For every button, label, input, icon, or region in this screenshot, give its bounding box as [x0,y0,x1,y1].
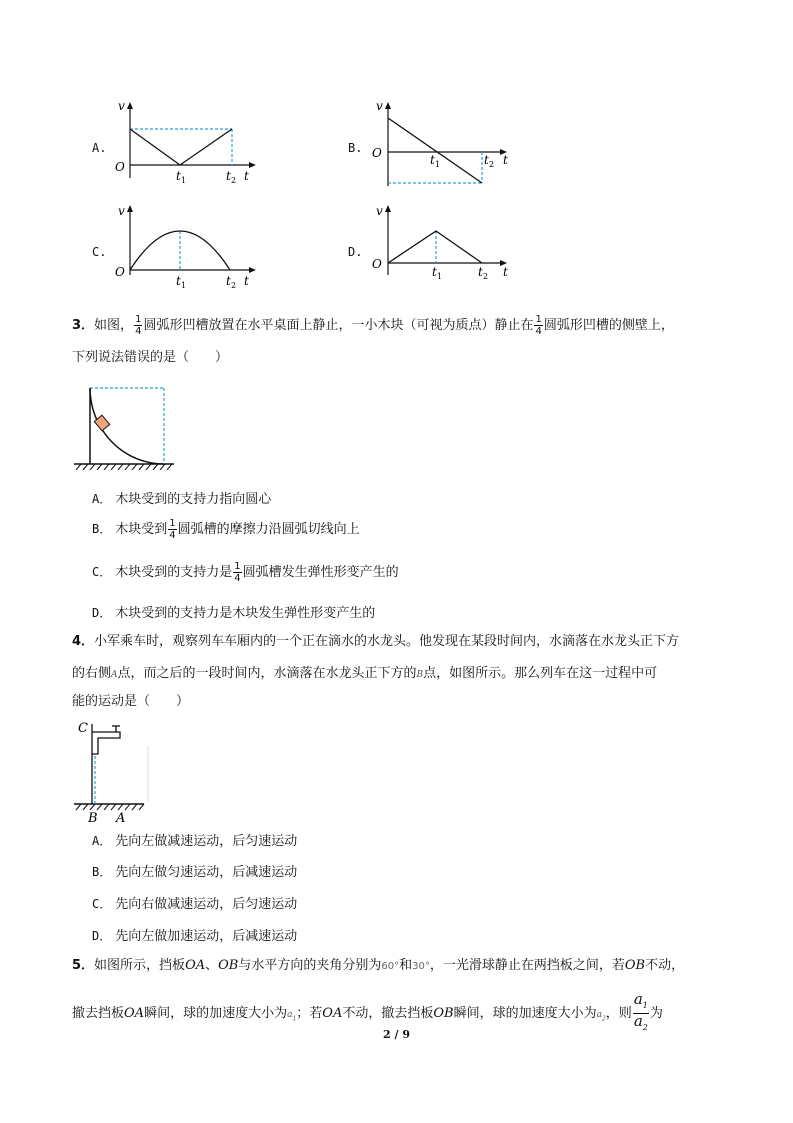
q3-option-c-frac [233,561,241,584]
q4-floor-hatch [76,804,144,810]
q4-option-b-text: 先向左做匀速运动，后减速运动 [115,865,298,880]
q3-figure [72,384,178,470]
q4-option-a-text: 先向左做减速运动，后匀速运动 [115,834,298,849]
graph-d-t-label: t [503,265,508,279]
graph-b-t1-sub: 1 [435,160,441,169]
q5-sep: 、 [205,958,219,973]
graph-c-t1-sub: 1 [181,281,187,290]
q5-oa-2: OA [124,1006,145,1021]
graph-a-label: A. [92,141,107,155]
q5-line2-b: 瞬间，球的加速度大小为 [144,1006,288,1021]
q4-option-b-label: B． [92,865,112,879]
graph-a-t-arrow [249,162,256,168]
q3-option-b-text-b: 圆弧槽的摩擦力沿圆弧切线向上 [177,522,360,537]
q3-option-a-label: A． [92,492,112,506]
graph-a-t1: t [176,169,181,183]
graph-d-v-arrow [385,205,391,212]
q5-frac-num: a [633,990,643,1008]
q3-option-d-text: 木块受到的支持力是木块发生弹性形变产生的 [115,606,376,621]
q5-line2-e: 瞬间，球的加速度大小为 [453,1006,597,1021]
graph-a-t-label: t [244,169,249,183]
q5-a2-sub: 2 [601,1015,606,1023]
graph-d-t1: t [432,265,437,279]
q3-block [94,415,109,431]
q5-a2: a [596,1010,602,1020]
q5-line2-g: 为 [649,1006,663,1021]
q4-option-c-text: 先向右做减速运动，后匀速运动 [115,897,298,912]
q4-line1-text: 小军乘车时，观察列车车厢内的一个正在滴水的水龙头。他发现在某段时间内，水滴落在水龙头正下方 [94,634,680,649]
q4-number: 4． [72,634,95,649]
graph-b-curve [388,118,482,183]
q5-deg30: 30° [412,961,430,972]
q5-number: 5． [72,958,95,973]
q5-ob-3: OB [433,1006,454,1021]
q3-number: 3． [72,318,95,333]
q4-label-b: B [88,811,98,826]
q5-line2-d: 不动，撤去挡板 [342,1006,434,1021]
graph-b-t-label: t [503,153,508,167]
graph-c [112,203,262,293]
graph-a-t2-sub: 2 [231,176,237,185]
q3-option-b-frac-num: 1 [169,518,176,529]
graph-c-t-arrow [249,267,256,273]
graph-a-v-arrow [127,102,133,109]
q5-ob: OB [218,958,239,973]
q3-option-c-frac-den: 4 [234,573,241,584]
q3-option-d[interactable] [92,602,375,621]
q3-option-c-frac-num: 1 [234,561,241,572]
graph-c-origin: O [115,265,125,279]
q4-line2 [72,664,657,685]
q5-line1-c: ，一光滑球静止在两挡板之间，若 [429,958,625,973]
q4-option-c[interactable] [92,893,297,912]
graph-a-v-label: v [118,99,125,113]
q3-option-c[interactable] [92,561,399,584]
q5-a1-sub: 1 [292,1015,297,1023]
graph-d [368,203,518,293]
q3-option-b[interactable] [92,518,360,541]
graph-d-t1-sub: 1 [437,272,443,281]
graph-d-origin: O [372,257,382,271]
q5-line1-b: 与水平方向的夹角分别为 [238,958,382,973]
q3-option-b-frac [168,518,176,541]
q3-fraction-2 [534,314,542,337]
graph-c-v-label: v [118,204,125,218]
q5-and: 和 [399,958,413,973]
q3-option-b-text-a: 木块受到 [115,522,168,537]
q5-frac-den: a [633,1012,643,1030]
q3-option-a[interactable] [92,488,271,507]
q3-option-b-frac-den: 4 [169,530,176,541]
q5-line1-d: 不动， [645,958,685,973]
q4-option-a[interactable] [92,830,297,849]
q3-frac-num: 1 [135,314,142,325]
q3-option-c-text-b: 圆弧槽发生弹性形变产生的 [242,565,399,580]
graph-a-curve [130,129,232,165]
q5-oa-3: OA [322,1006,343,1021]
q4-option-d[interactable] [92,925,297,944]
q3-text-b: 圆弧形凹槽放置在水平桌面上静止，一小木块（可视为质点）静止在 [143,318,534,333]
graph-d-curve [388,231,482,263]
graph-b [368,98,518,190]
q5-line2-c: ；若 [296,1006,323,1021]
graph-c-t-label: t [244,274,249,288]
q3-option-b-label: B． [92,522,112,536]
graph-a-t1-sub: 1 [181,176,187,185]
q3-fraction-1 [134,314,142,337]
q5-oa: OA [185,958,206,973]
graph-b-t2-sub: 2 [489,160,495,169]
q4-line2-c: 点，如图所示。那么列车在这一过程中可 [423,666,658,681]
graph-b-origin: O [372,146,382,160]
graph-c-t2-sub: 2 [231,281,237,290]
q5-line2-a: 撤去挡板 [72,1006,125,1021]
q4-option-d-text: 先向左做加速运动，后减速运动 [115,929,298,944]
q4-line2-b: 点，而之后的一段时间内，水滴落在水龙头正下方的 [117,666,417,681]
q4-point-a: A [111,670,118,680]
graph-b-v-arrow [385,102,391,109]
q3-frac-den-2: 4 [535,326,542,337]
q4-faucet [92,732,120,754]
q3-text-a: 如图， [94,318,134,333]
q4-option-b[interactable] [92,861,297,880]
q4-label-a: A [116,811,126,826]
q4-line2-a: 的右侧 [72,666,112,681]
q4-line1 [72,632,679,652]
q5-ob-2: OB [624,958,646,973]
graph-a [112,98,262,188]
q3-text-c: 圆弧形凹槽的侧壁上， [543,318,674,333]
graph-d-t2-sub: 2 [483,272,489,281]
q4-label-c: C [78,721,88,736]
q3-option-a-text: 木块受到的支持力指向圆心 [115,492,272,507]
graph-b-label: B. [348,141,363,155]
q4-figure [72,716,152,826]
q3-option-c-text-a: 木块受到的支持力是 [115,565,233,580]
q5-line2-f: ，则 [605,1006,632,1021]
page-number: 2 / 9 [383,1028,410,1041]
graph-d-label: D. [348,245,363,259]
q3-line1 [72,314,674,337]
graph-b-v-label: v [376,99,383,113]
q3-frac-den: 4 [135,326,142,337]
q5-deg60: 60° [381,961,400,972]
q3-ground-hatch [76,464,172,470]
graph-c-v-arrow [127,205,133,212]
graph-d-v-label: v [376,204,383,218]
graph-a-t2: t [226,169,231,183]
q3-option-c-label: C． [92,565,112,579]
graph-d-t2: t [478,265,483,279]
q4-line3: 能的运动是（ ） [72,694,190,709]
graph-a-origin: O [115,160,125,174]
q5-frac-num-sub: 1 [642,1001,648,1010]
q3-frac-num-2: 1 [535,314,542,325]
q5-frac-den-sub: 2 [642,1023,648,1032]
graph-b-t1: t [430,153,435,167]
graph-c-label: C. [92,245,107,259]
q5-line1 [72,956,684,977]
q4-option-d-label: D． [92,929,112,943]
q5-line1-a: 如图所示，挡板 [94,958,186,973]
q5-a1: a [287,1010,293,1020]
graph-b-t2: t [484,153,489,167]
q3-option-d-label: D． [92,606,112,620]
q4-option-a-label: A． [92,834,112,848]
graph-c-t1: t [176,274,181,288]
q4-option-c-label: C． [92,897,112,911]
q3-line2: 下列说法错误的是（ ） [72,350,229,365]
q4-point-b: B [416,670,424,680]
graph-c-t2: t [226,274,231,288]
